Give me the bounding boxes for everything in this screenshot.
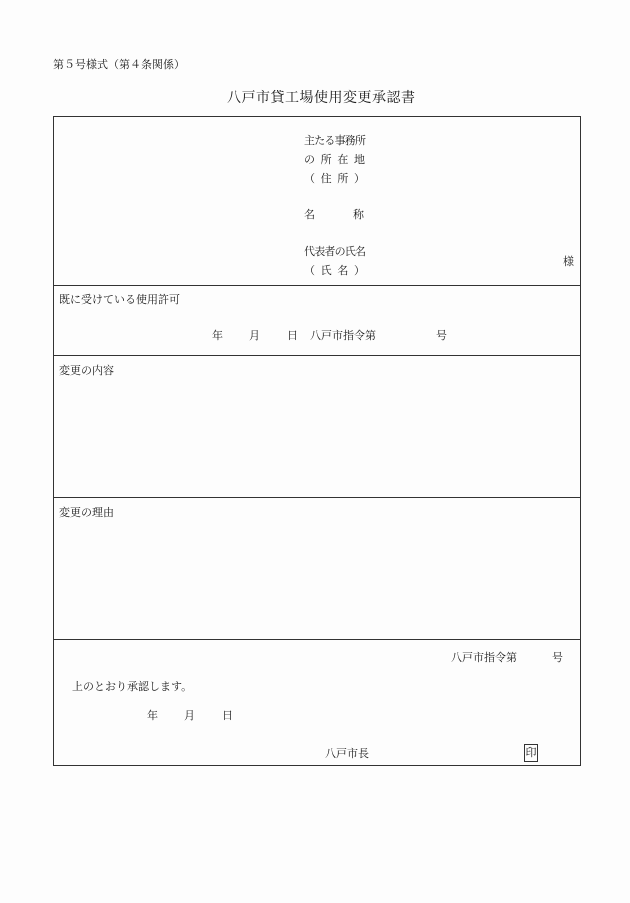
permit-number-suffix: 号 — [436, 329, 447, 342]
permit-year: 年 — [212, 329, 223, 342]
location-label: の 所 在 地 — [304, 153, 365, 166]
seal-mark: 印 — [524, 744, 538, 762]
permit-designation: 八戸市指令第 — [310, 329, 376, 342]
divider-content — [53, 497, 581, 498]
approval-month: 月 — [184, 709, 195, 722]
existing-permit-label: 既に受けている使用許可 — [59, 293, 180, 306]
approval-day: 日 — [222, 709, 233, 722]
change-content-label: 変更の内容 — [59, 364, 114, 377]
document-title: 八戸市貸工場使用変更承認書 — [227, 90, 416, 106]
approval-designation: 八戸市指令第 — [451, 651, 517, 664]
office-label: 主たる事務所 — [304, 134, 366, 147]
divider-applicant — [53, 285, 581, 286]
divider-reason — [53, 639, 581, 640]
approval-statement: 上のとおり承認します。 — [72, 680, 193, 693]
representative-name-label: （ 氏 名 ） — [304, 264, 365, 277]
change-reason-label: 変更の理由 — [59, 506, 114, 519]
address-label: （ 住 所 ） — [304, 172, 365, 185]
form-number: 第５号様式（第４条関係） — [53, 58, 185, 71]
permit-month: 月 — [249, 329, 260, 342]
approval-year: 年 — [147, 709, 158, 722]
mayor-label: 八戸市長 — [325, 747, 369, 760]
permit-day: 日 — [287, 329, 298, 342]
representative-label: 代表者の氏名 — [304, 245, 366, 258]
name-label: 名 称 — [304, 208, 364, 221]
divider-permit — [53, 355, 581, 356]
honorific: 様 — [563, 255, 574, 268]
approval-number-suffix: 号 — [552, 651, 563, 664]
